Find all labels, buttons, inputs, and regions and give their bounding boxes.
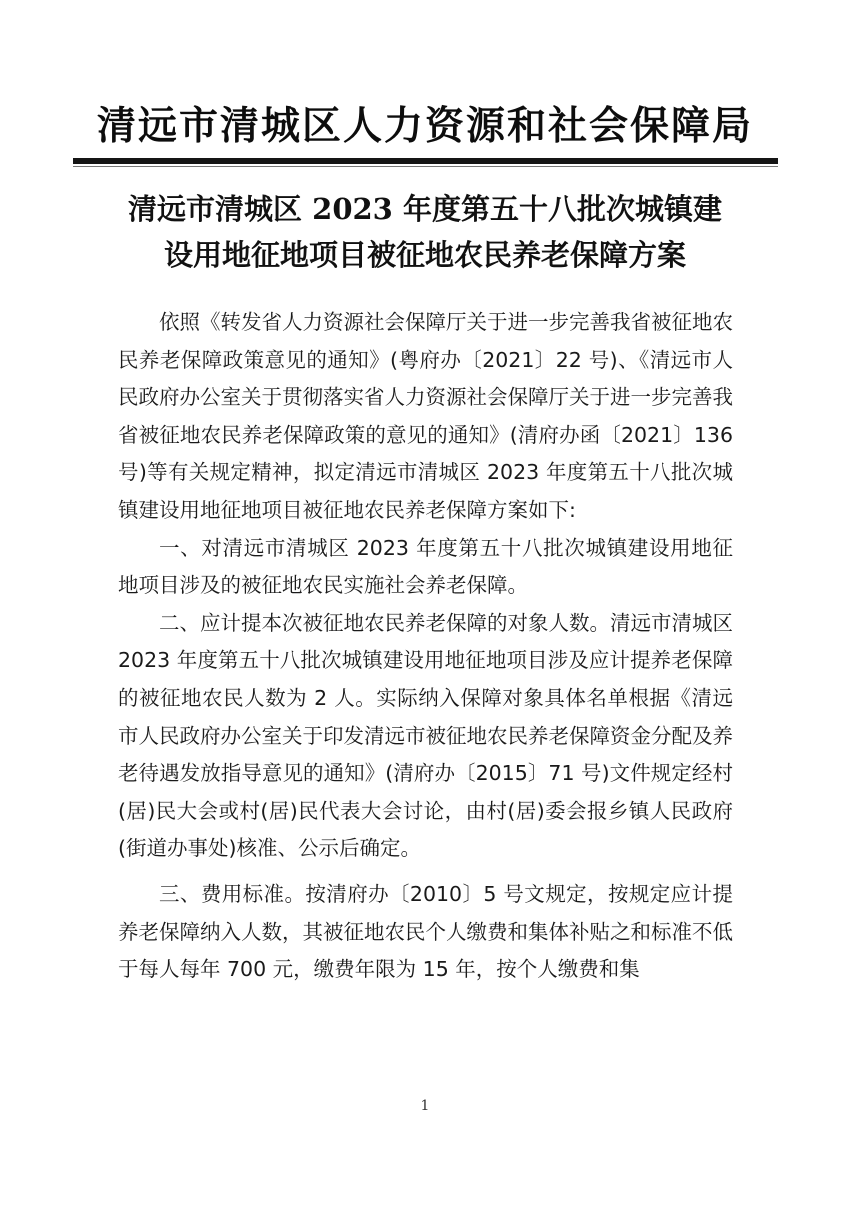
document-body xyxy=(118,304,733,989)
header-divider-thin xyxy=(73,166,778,167)
organization-header: 清远市清城区人力资源和社会保障局 xyxy=(96,103,753,149)
page-number: 1 xyxy=(420,1098,430,1114)
paragraph-section-1: 一、对清远市清城区 2023 年度第五十八批次城镇建设用地征地项目涉及的被征地农民实施社会养老保障。 xyxy=(118,535,733,598)
paragraph-section-3: 三、费用标准。按清府办〔2010〕5 号文规定，按规定应计提养老保障纳入人数，其被征地农民个人缴费和集体补贴之和标准不低于每人每年 700 元，缴费年限为 15 年，按个人缴费和集 xyxy=(118,881,733,982)
document-title-line-2: 设用地征地项目被征地农民养老保障方案 xyxy=(163,238,686,272)
document-title-line-1: 清远市清城区 2023 年度第五十八批次城镇建 xyxy=(128,192,722,226)
paragraph-intro: 依照《转发省人力资源社会保障厅关于进一步完善我省被征地农民养老保障政策意见的通知》(粤府办〔2021〕22 号)、《清远市人民政府办公室关于贯彻落实省人力资源社会保障厅关于进一步完善我省被征地农民养老保障政策的意见的通知》(清府办函〔2021〕136 号)等有关规定精神，拟定清远市清城区 2023 年度第五十八批次城镇建设用地征地项目被征地农民养老保障方案如下: xyxy=(118,310,733,522)
paragraph-section-2: 二、应计提本次被征地农民养老保障的对象人数。清远市清城区 2023 年度第五十八批次城镇建设用地征地项目涉及应计提养老保障的被征地农民人数为 2 人。实际纳入保障对象具体名单根据《清远市人民政府办公室关于印发清远市被征地农民养老保障资金分配及养老待遇发放指导意见的通知》(清府办〔2015〕71 号)文件规定经村(居)民大会或村(居)民代表大会讨论，由村(居)委会报乡镇人民政府(街道办事处)核准、公示后确定。 xyxy=(118,610,733,861)
document-title xyxy=(100,186,750,278)
header-divider xyxy=(73,158,778,164)
